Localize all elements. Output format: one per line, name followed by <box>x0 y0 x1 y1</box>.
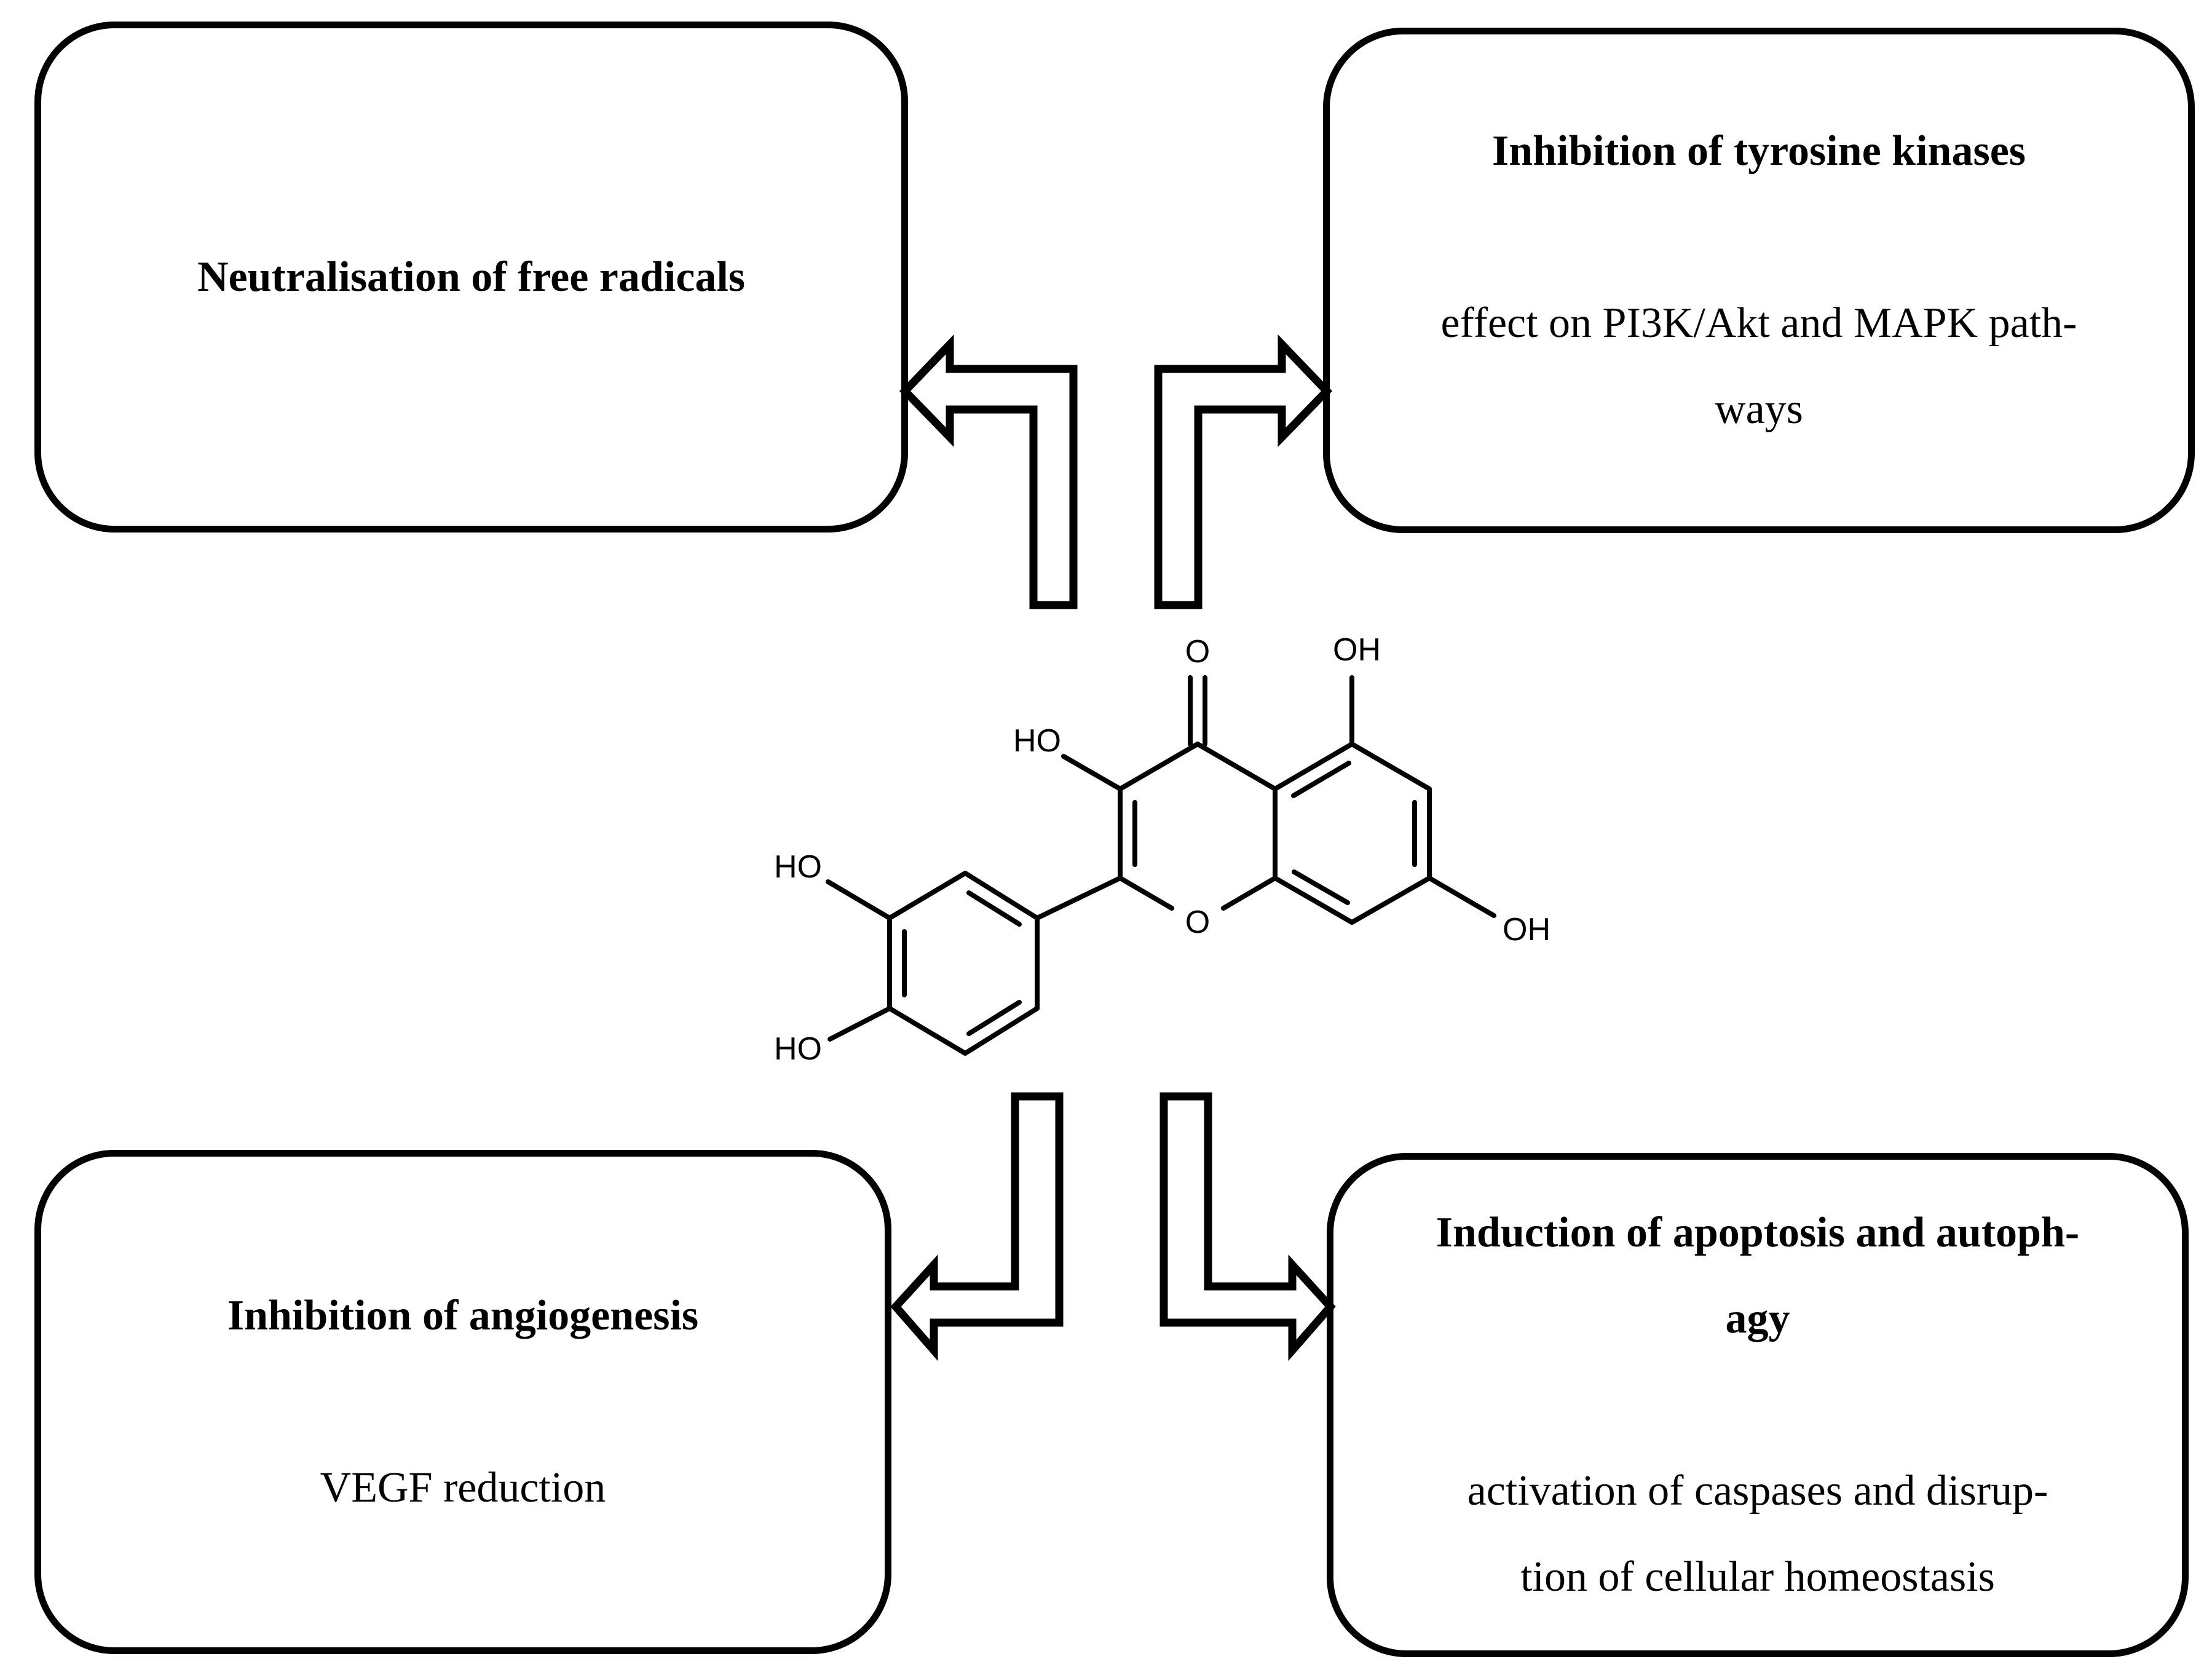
atom-label-ketone-oxygen: O <box>1185 634 1211 670</box>
block-arrow-to-top-left-box <box>905 344 1073 605</box>
box-body-line: VEGF reduction <box>320 1464 606 1511</box>
quercetin-molecule <box>774 632 1550 1067</box>
box-body-line: tion of cellular homeostasis <box>1520 1553 1995 1601</box>
atom-label-3-hydroxyl: HO <box>1013 723 1061 759</box>
box-title-line: Induction of apoptosis and autoph- <box>1436 1209 2080 1256</box>
block-arrow-to-bottom-left-box <box>896 1096 1059 1350</box>
box-title-line: Neutralisation of free radicals <box>197 253 746 301</box>
block-arrow-to-top-right-box <box>1158 344 1327 605</box>
molecule-bonds <box>828 678 1494 1053</box>
atom-label-5-hydroxyl: OH <box>1333 632 1381 668</box>
box-title-line: Inhibition of angiogenesis <box>227 1292 699 1339</box>
molecule-double-bonds <box>904 678 1415 1034</box>
atom-label-7-hydroxyl: OH <box>1503 912 1550 948</box>
box-body-line: effect on PI3K/Akt and MAPK path- <box>1440 299 2077 347</box>
block-arrow-to-bottom-right-box <box>1164 1096 1330 1350</box>
atom-label-3prime-hydroxyl: HO <box>774 849 822 885</box>
box-title-line: Inhibition of tyrosine kinases <box>1491 127 2026 175</box>
box-title-line: agy <box>1725 1295 1790 1342</box>
atom-label-ring-oxygen: O <box>1185 905 1211 940</box>
atom-label-4prime-hydroxyl: HO <box>774 1031 822 1067</box>
box-body-line: activation of caspases and disrup- <box>1467 1467 2048 1515</box>
box-body-line: ways <box>1715 386 1803 433</box>
